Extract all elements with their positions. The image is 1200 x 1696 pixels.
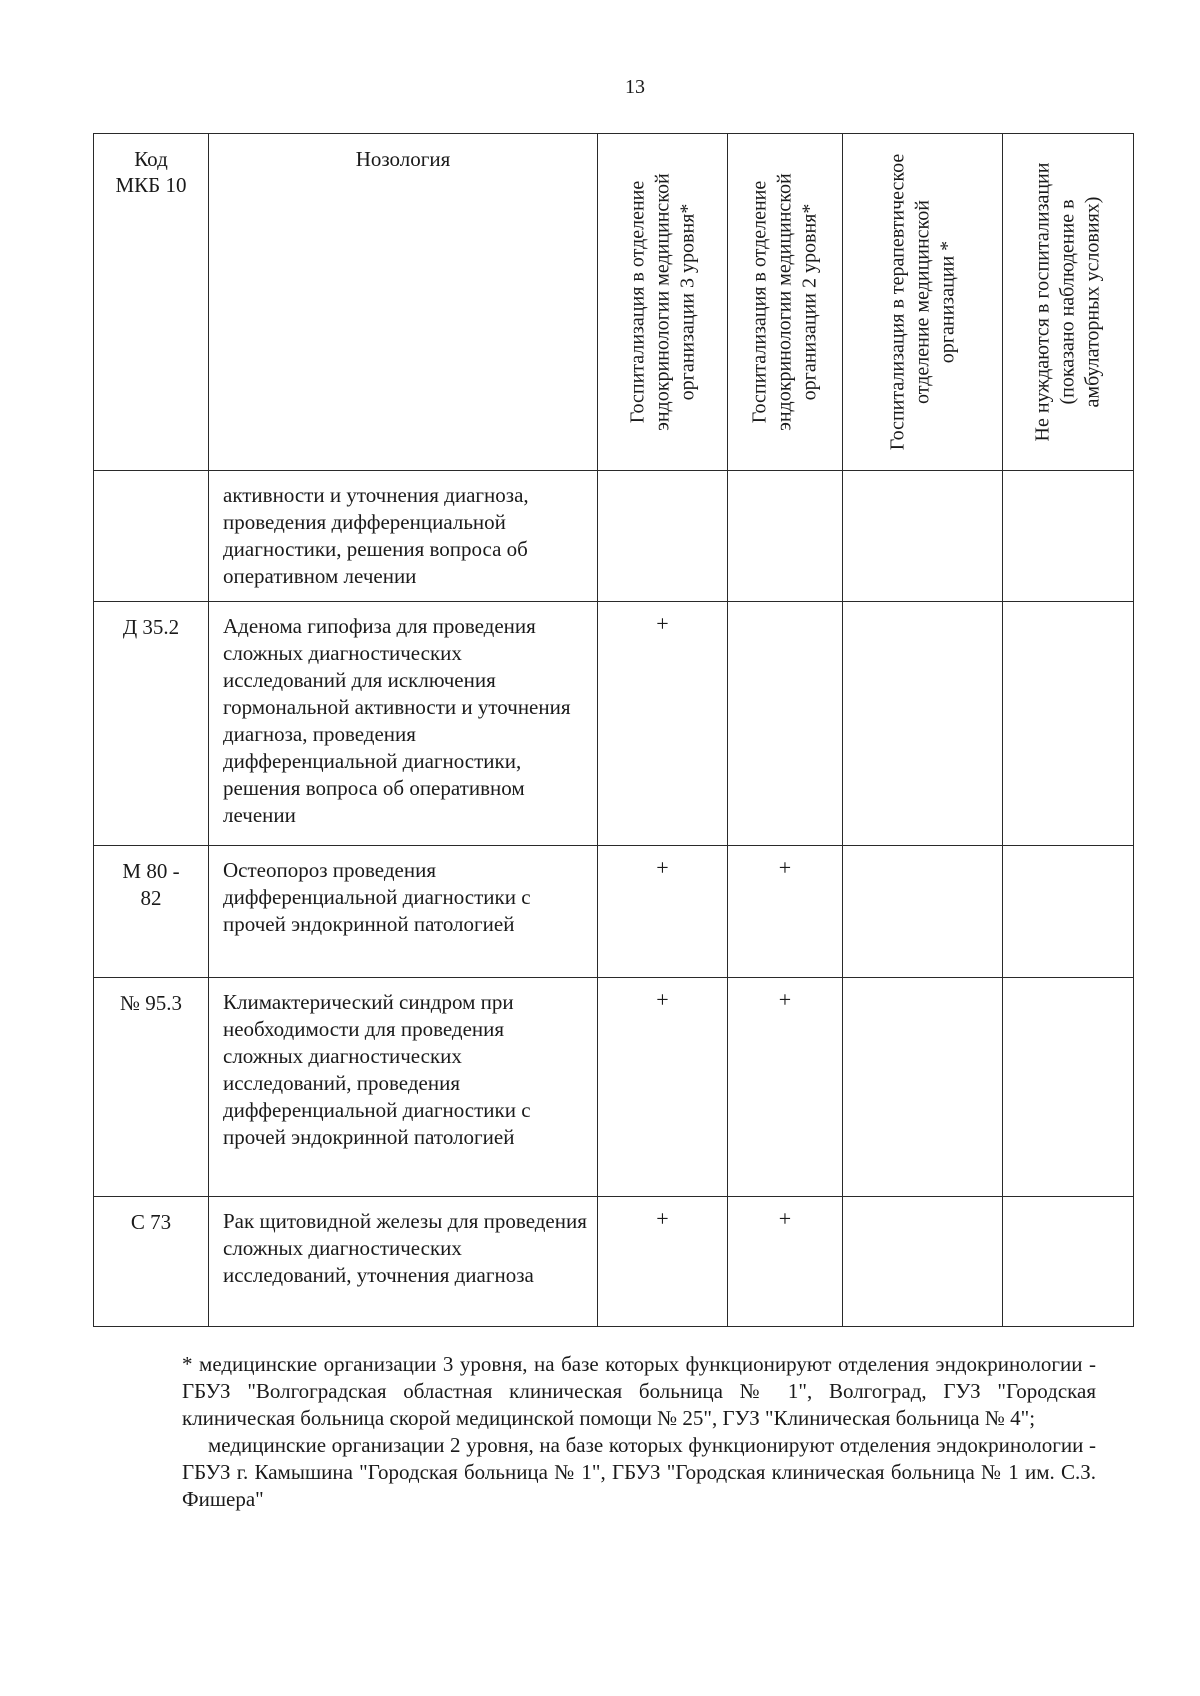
row-mark-therapeutic [843, 1197, 1003, 1327]
row-mark-level3 [598, 471, 728, 602]
row-nosology: Климактерический синдром при необходимости для проведения сложных диагностических исследований, проведения дифференциальной диагностики с прочей эндокринной патологией [209, 978, 598, 1197]
footnote-level3: * медицинские организации 3 уровня, на базе которых функционируют отделения эндокринологии - ГБУЗ "Волгоградская областная клиническая больница № 1", Волгоград, ГУЗ "Городская клиническая больница скорой медицинской помощи № 25", ГУЗ "Клиническая больница № 4"; [182, 1352, 1096, 1430]
row-mark-level2: + [728, 1197, 843, 1327]
hospitalization-table [93, 133, 1134, 1327]
row-mark-level2 [728, 471, 843, 602]
row-nosology: активности и уточнения диагноза, проведения дифференциальной диагностики, решения вопроса об оперативном лечении [209, 471, 598, 602]
row-code: Д 35.2 [94, 602, 209, 846]
header-level3-endocrinology [598, 134, 728, 471]
header-nosology: Нозология [209, 134, 598, 471]
table-row [94, 602, 1134, 846]
row-mark-outpatient [1003, 846, 1134, 978]
footnotes [182, 1351, 1096, 1513]
row-mark-outpatient [1003, 978, 1134, 1197]
row-mark-level3: + [598, 1197, 728, 1327]
row-code [94, 471, 209, 602]
table-row [94, 1197, 1134, 1327]
row-mark-therapeutic [843, 846, 1003, 978]
row-code: С 73 [94, 1197, 209, 1327]
header-therapeutic [843, 134, 1003, 471]
row-nosology: Рак щитовидной железы для проведения сложных диагностических исследований, уточнения диагноза [209, 1197, 598, 1327]
page-number: 13 [625, 76, 645, 98]
row-mark-outpatient [1003, 602, 1134, 846]
header-code: Код МКБ 10 [94, 134, 209, 471]
row-mark-level3: + [598, 602, 728, 846]
row-mark-level2 [728, 602, 843, 846]
table-row [94, 978, 1134, 1197]
header-level2-endocrinology [728, 134, 843, 471]
table-row [94, 846, 1134, 978]
row-code: М 80 - 82 [94, 846, 209, 978]
row-nosology: Остеопороз проведения дифференциальной диагностики с прочей эндокринной патологией [209, 846, 598, 978]
row-mark-level3: + [598, 978, 728, 1197]
table-header-row [94, 134, 1134, 471]
row-mark-outpatient [1003, 471, 1134, 602]
row-mark-level2: + [728, 978, 843, 1197]
table-row [94, 471, 1134, 602]
row-nosology: Аденома гипофиза для проведения сложных диагностических исследований для исключения гормональной активности и уточнения диагноза, проведения дифференциальной диагностики, решения вопроса об оперативном лечении [209, 602, 598, 846]
header-level2-label: Госпитализация в отделение эндокринологии медицинской организации 2 уровня* [748, 173, 821, 431]
footnote-level2: медицинские организации 2 уровня, на базе которых функционируют отделения эндокринологии - ГБУЗ г. Камышина "Городская больница № 1", ГБУЗ "Городская клиническая больница № 1 им. С.З. Фишера" [182, 1433, 1096, 1511]
header-level3-label: Госпитализация в отделение эндокринологии медицинской организации 3 уровня* [626, 173, 698, 431]
row-mark-outpatient [1003, 1197, 1134, 1327]
row-mark-therapeutic [843, 602, 1003, 846]
row-mark-level2: + [728, 846, 843, 978]
row-mark-therapeutic [843, 471, 1003, 602]
row-mark-therapeutic [843, 978, 1003, 1197]
header-therapeutic-label: Госпитализация в терапевтическое отделение медицинской организации * [886, 153, 958, 451]
row-code: № 95.3 [94, 978, 209, 1197]
row-mark-level3: + [598, 846, 728, 978]
header-outpatient [1003, 134, 1134, 471]
header-outpatient-label: Не нуждаются в госпитализации (показано наблюдение в амбулаторных условиях) [1031, 162, 1104, 442]
